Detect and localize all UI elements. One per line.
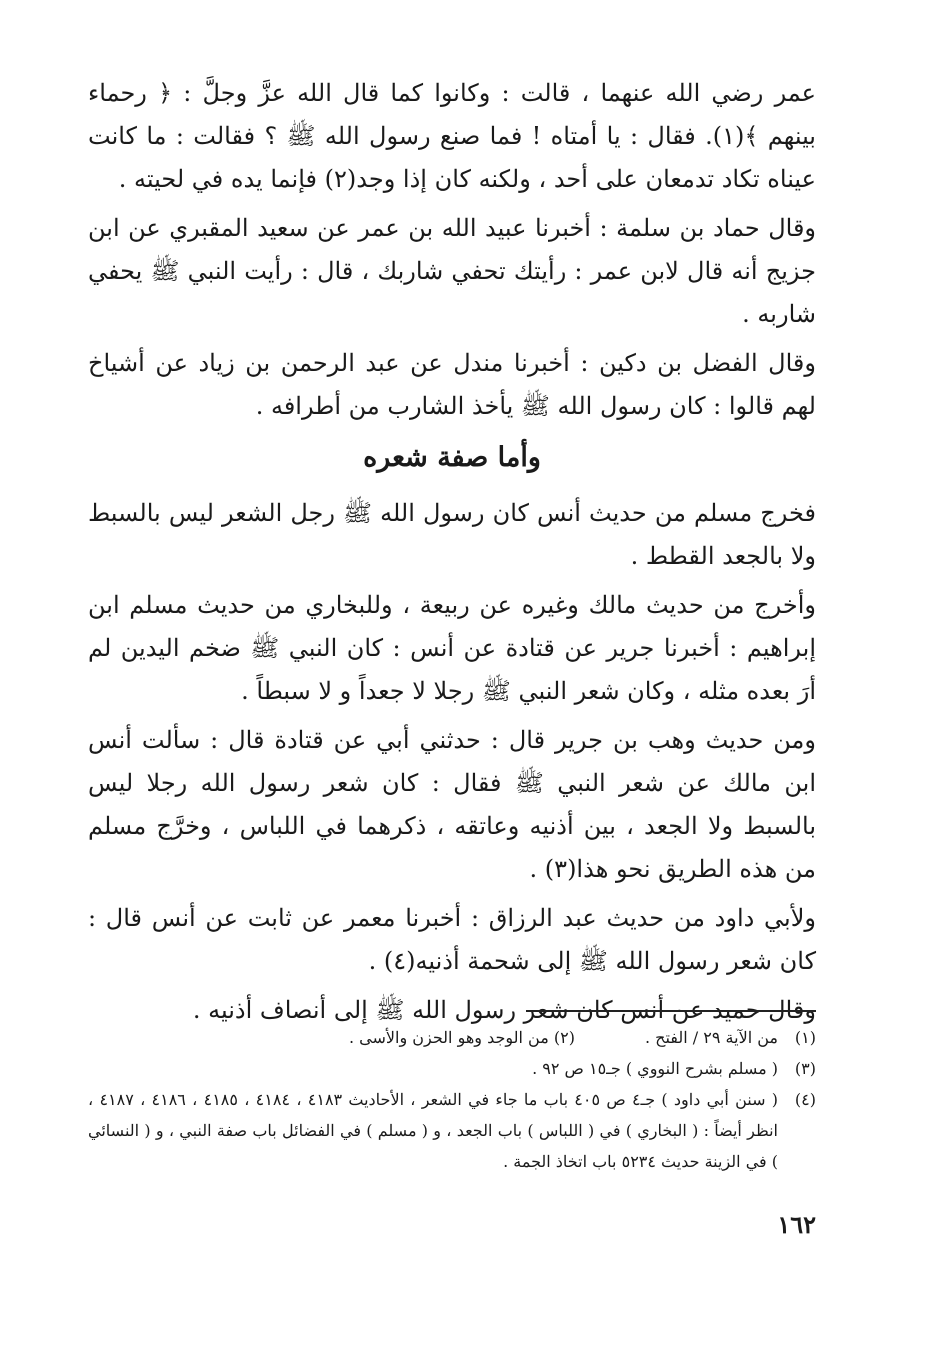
footnote-list <box>88 1022 816 1177</box>
paragraph-1: عمر رضي الله عنهما ، قالت : وكانوا كما قال الله عزَّ وجلَّ : ﴿ رحماء بينهم ﴾(١). فقال : يا أمتاه ! فما صنع رسول الله ﷺ ؟ فقالت : ما كانت عيناه تكاد تدمعان على أحد ، ولكنه كان إذا وجد(٢) فإنما يده في لحيته . <box>88 79 817 193</box>
footnote-row-1 <box>88 1022 816 1053</box>
paragraph-7: ولأبي داود من حديث عبد الرزاق : أخبرنا معمر عن ثابت عن أنس قال : كان شعر رسول الله ﷺ إلى شحمة أذنيه(٤) . <box>88 904 816 975</box>
footnote-1-text: من الآية ٢٩ / الفتح . <box>644 1028 778 1047</box>
section-heading: وأما صفة شعره <box>363 442 541 473</box>
footnote-row-4 <box>88 1084 816 1177</box>
main-text <box>88 62 816 1038</box>
footnote-3-text: ( مسلم بشرح النووي ) جـ١٥ ص ٩٢ . <box>532 1059 778 1078</box>
paragraph-8: وقال حميد عن أنس كان شعر رسول الله ﷺ إلى أنصاف أذنيه . <box>192 996 816 1024</box>
footnote-number: (٣) <box>794 1059 816 1078</box>
paragraph-3: وقال الفضل بن دكين : أخبرنا مندل عن عبد الرحمن بن زياد عن أشياخ لهم قالوا : كان رسول الله ﷺ يأخذ الشارب من أطرافه . <box>88 349 816 420</box>
footnote-text <box>88 1022 778 1053</box>
paragraph-4: فخرج مسلم من حديث أنس كان رسول الله ﷺ رجل الشعر ليس بالسبط ولا بالجعد القطط . <box>88 499 816 570</box>
footnote-row-3 <box>88 1053 816 1084</box>
footnote-number: (١) <box>794 1028 816 1047</box>
footnote-divider <box>526 1010 816 1012</box>
footnote-2-text: (٢) من الوجد وهو الحزن والأسى . <box>348 1028 575 1047</box>
paragraph-5: وأخرج من حديث مالك وغيره عن ربيعة ، وللبخاري من حديث مسلم ابن إبراهيم : أخبرنا جرير عن قتادة عن أنس : كان النبي ﷺ ضخم اليدين لم أرَ بعده مثله ، وكان شعر النبي ﷺ رجلا لا جعداً و لا سبطاً . <box>88 591 816 705</box>
paragraph-2: وقال حماد بن سلمة : أخبرنا عبيد الله بن عمر عن سعيد المقبري عن ابن جزيج أنه قال لابن عمر : رأيتك تحفي شاربك ، قال : رأيت النبي ﷺ يحفي شاربه . <box>88 214 816 328</box>
paragraph-6: ومن حديث وهب بن جرير قال : حدثني أبي عن قتادة قال : سألت أنس ابن مالك عن شعر النبي ﷺ فقال : كان شعر رسول الله رجلا ليس بالسبط ولا الجعد ، بين أذنيه وعاتقه ، ذكرهما في اللباس ، وخرَّج مسلم من هذه الطريق نحو هذا(٣) . <box>88 726 816 883</box>
page-number: ١٦٢ <box>777 1210 816 1239</box>
footnote-number: (٤) <box>794 1090 816 1109</box>
footnote-4-text: ( سنن أبي داود ) جـ٤ ص ٤٠٥ باب ما جاء في الشعر ، الأحاديث ٤١٨٣ ، ٤١٨٤ ، ٤١٨٥ ، ٤١٨٦ ، ٤١٨٧ ، انظر أيضاً : ( البخاري ) في ( اللباس ) باب الجعد ، و ( مسلم ) في الفضائل باب صفة النبي ، و ( النسائي ) في الزينة حديث ٥٢٣٤ باب اتخاذ الجمة . <box>88 1090 779 1171</box>
